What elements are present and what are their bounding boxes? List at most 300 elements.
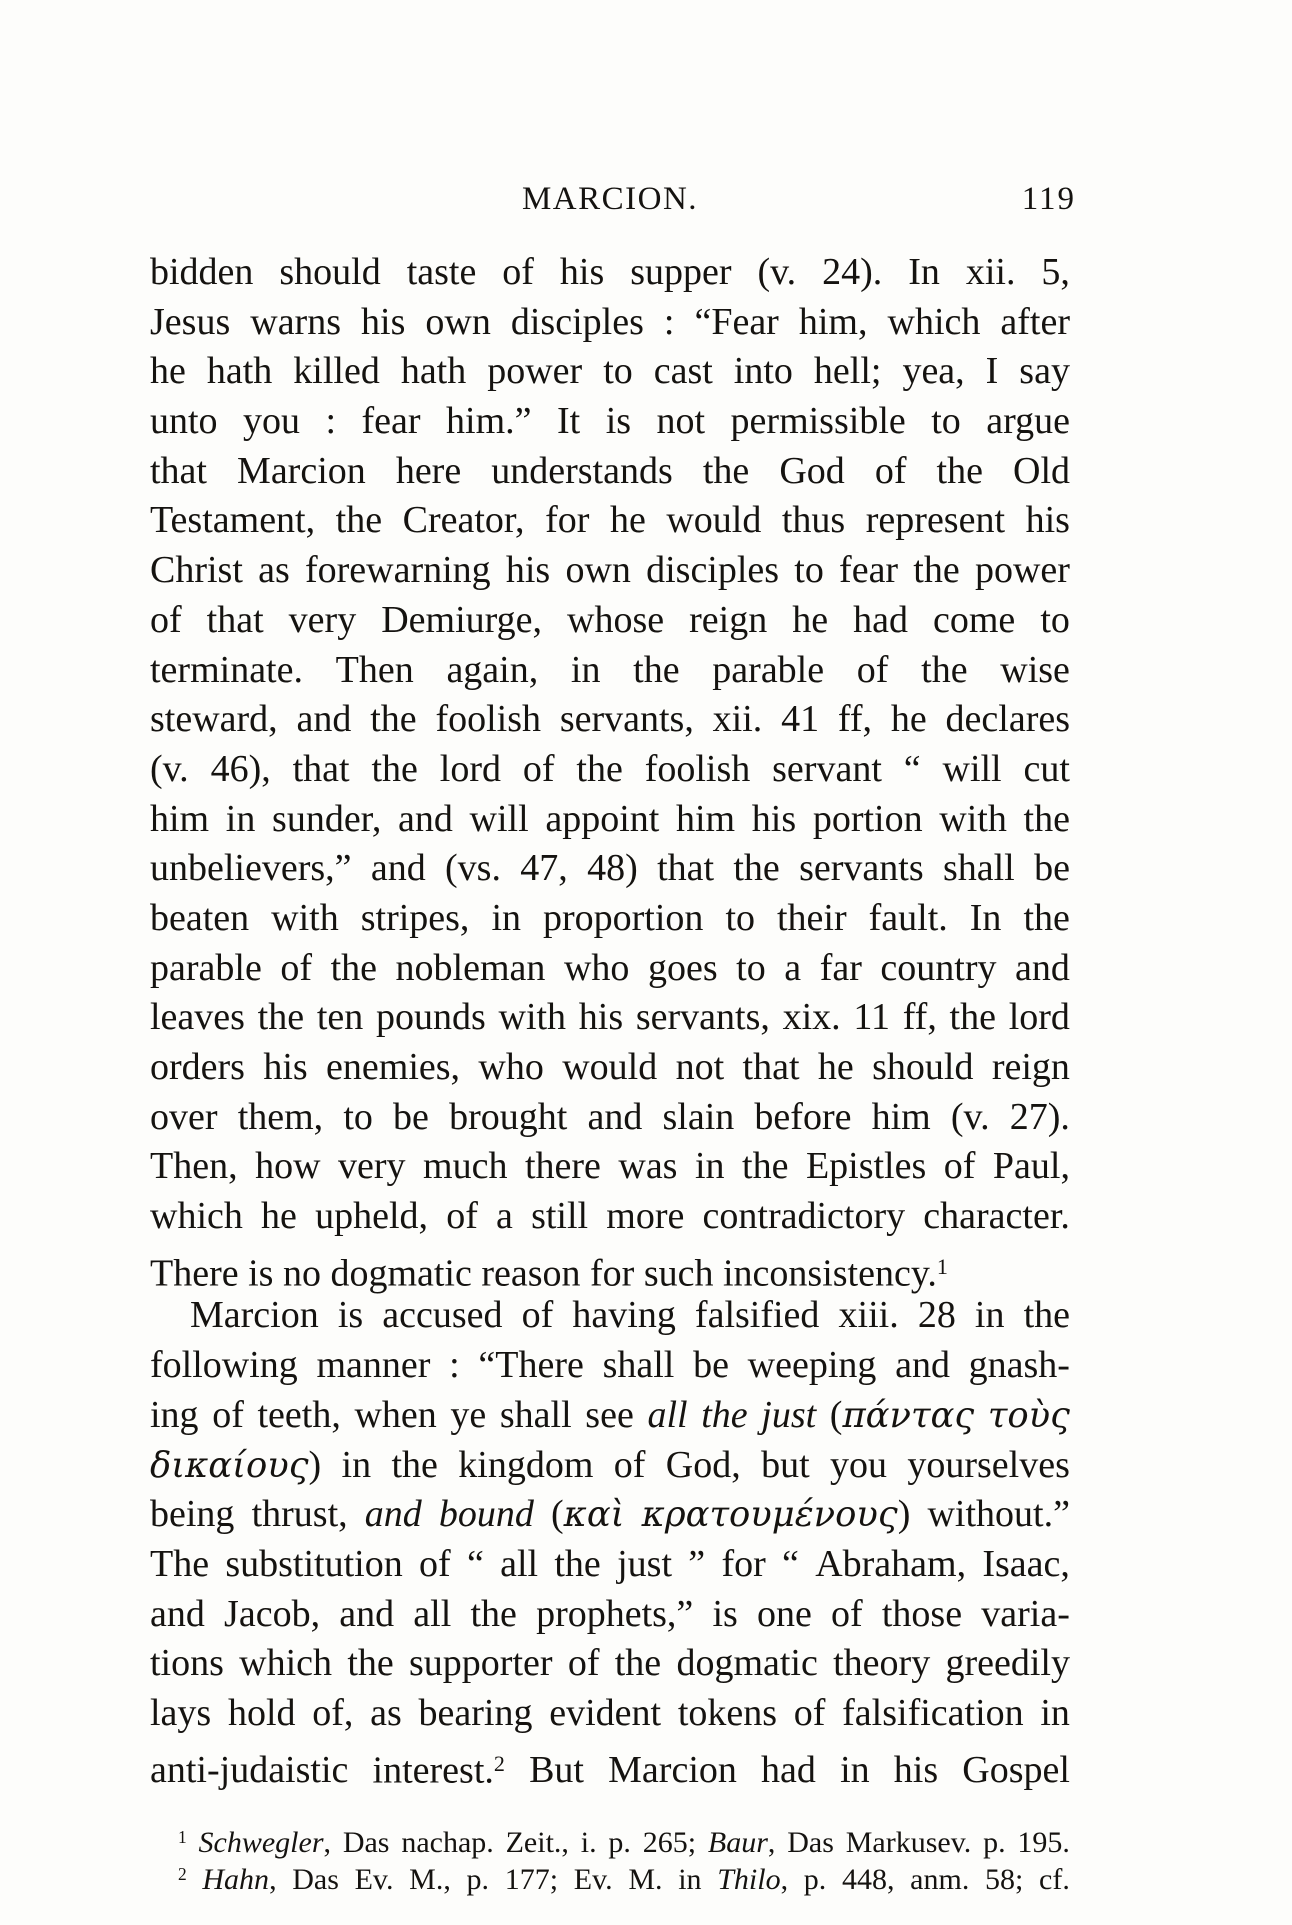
word: M.: [628, 1862, 663, 1896]
word: hath: [206, 350, 273, 393]
word: 47,: [520, 847, 568, 890]
word: :: [325, 400, 337, 443]
word: is: [605, 400, 632, 443]
word: will: [942, 747, 1002, 790]
text-line: [150, 1540, 1070, 1590]
text-line: [150, 1192, 1070, 1242]
word: 2: [178, 1863, 187, 1884]
word: xii.: [712, 698, 763, 741]
word: “: [466, 1542, 484, 1585]
word: and: [895, 1344, 950, 1387]
word: would: [562, 1046, 658, 1088]
word: more: [606, 1195, 685, 1238]
word: κρατουμένους): [641, 1493, 911, 1536]
word: the: [1023, 797, 1070, 840]
word: which: [150, 1195, 243, 1238]
word: Das: [342, 1826, 390, 1860]
word: reign: [991, 1046, 1070, 1088]
word: to: [343, 1095, 373, 1138]
word: unbelievers,”: [150, 847, 352, 890]
word: Jacob,: [224, 1592, 321, 1635]
word: declares: [945, 698, 1070, 741]
word: disciples: [510, 300, 644, 343]
word: hold: [227, 1691, 296, 1734]
word: supper: [630, 251, 732, 293]
text-line: [150, 546, 1070, 596]
word: his: [893, 1749, 939, 1792]
word: tions: [150, 1642, 224, 1685]
word: cut: [1023, 747, 1070, 790]
word: the: [391, 1443, 438, 1486]
word: gnash-: [968, 1344, 1070, 1387]
word: in: [694, 1145, 725, 1188]
word: and: [150, 1592, 205, 1635]
word: p.: [803, 1862, 827, 1896]
word: is: [337, 1294, 364, 1337]
text-line: [150, 1590, 1070, 1640]
word: bound: [438, 1493, 534, 1536]
text-line: [150, 695, 1070, 745]
word: 177;: [504, 1862, 559, 1896]
word: he: [890, 698, 927, 741]
word: manner: [316, 1344, 431, 1387]
word: for: [721, 1542, 766, 1585]
word: anti-judaistic: [150, 1749, 349, 1792]
word: I: [985, 350, 999, 393]
word: i.: [580, 1826, 597, 1860]
word: of: [856, 648, 889, 691]
word: 448,: [841, 1862, 895, 1896]
word: in: [678, 1862, 702, 1896]
word: Paul,: [992, 1145, 1070, 1188]
text-line: [150, 1689, 1070, 1739]
word: brought: [449, 1095, 568, 1138]
word: In: [969, 896, 1002, 939]
word: be: [393, 1095, 429, 1138]
word: falsification: [842, 1691, 1024, 1734]
paragraph: [150, 248, 1070, 1295]
word: of,: [312, 1691, 354, 1734]
word: yourselves: [907, 1443, 1070, 1486]
word: he: [609, 499, 646, 542]
word: lays: [150, 1691, 212, 1734]
word: shall: [602, 1344, 675, 1387]
word: had: [853, 598, 908, 641]
word: contradictory: [702, 1195, 906, 1238]
word: the: [370, 698, 417, 741]
word: of: [446, 1195, 478, 1238]
word: the: [257, 996, 305, 1039]
text-line: [150, 993, 1070, 1043]
word: parable: [150, 946, 262, 989]
word: Abraham,: [815, 1542, 967, 1585]
word: a: [784, 946, 802, 989]
word: the: [913, 549, 960, 592]
word: killed: [293, 350, 380, 393]
word: 58;: [985, 1862, 1024, 1896]
word: It: [557, 400, 581, 443]
word: of: [943, 1145, 976, 1188]
word: God: [779, 449, 845, 492]
word: upheld,: [315, 1195, 429, 1238]
text-line: [150, 1391, 1070, 1441]
word: as: [258, 549, 290, 592]
word: him: [871, 1095, 931, 1138]
word: :: [663, 300, 675, 343]
word: 1: [178, 1827, 187, 1847]
word: ing: [150, 1393, 199, 1436]
word: slain: [662, 1095, 735, 1138]
page-body: [150, 248, 1070, 1792]
word: Creator,: [402, 499, 525, 542]
text-line: [150, 397, 1070, 447]
word: but: [761, 1443, 810, 1486]
word: “Fear: [694, 300, 779, 343]
word: and: [364, 1493, 422, 1536]
word: Thilo,: [717, 1862, 789, 1896]
word: had: [761, 1749, 816, 1792]
word: 28: [917, 1294, 956, 1337]
word: understands: [491, 449, 673, 492]
word: Isaac,: [982, 1542, 1070, 1585]
word: :: [449, 1344, 460, 1387]
word: greedily: [945, 1642, 1070, 1685]
word: just: [761, 1393, 817, 1436]
word: parable: [712, 648, 825, 691]
word: p.: [466, 1862, 490, 1896]
word: ten: [316, 996, 364, 1039]
word: one: [757, 1592, 812, 1635]
word: nachap.: [401, 1826, 494, 1860]
word: over: [150, 1095, 218, 1138]
word: servants,: [635, 996, 770, 1039]
word: fear: [361, 400, 421, 443]
word: the: [1023, 1294, 1070, 1337]
word: all: [413, 1592, 452, 1635]
word: is: [712, 1592, 738, 1635]
word: as: [370, 1691, 402, 1734]
word: p.: [608, 1826, 631, 1860]
word: 48): [587, 847, 638, 890]
word: nobleman: [395, 946, 546, 989]
word: In: [908, 251, 940, 293]
word: supporter: [409, 1642, 553, 1685]
word: teeth,: [257, 1393, 341, 1436]
word: “: [782, 1542, 799, 1585]
word: hell;: [813, 350, 882, 393]
word: 24).: [822, 251, 883, 293]
word: that: [206, 598, 264, 641]
word: ye: [450, 1393, 487, 1436]
word: Christ: [150, 549, 243, 592]
word: him.”: [446, 400, 532, 443]
word: after: [1000, 300, 1070, 343]
word: was: [618, 1145, 678, 1188]
word: far: [819, 946, 862, 989]
word: 46),: [210, 747, 271, 790]
word: fear: [839, 549, 899, 592]
word: pounds: [375, 996, 486, 1039]
word: p.: [983, 1826, 1006, 1860]
word: of: [419, 1542, 451, 1585]
word: be: [693, 1344, 729, 1387]
word: the: [371, 747, 418, 790]
word: he: [817, 1046, 854, 1088]
word: following: [150, 1344, 298, 1387]
word: and: [398, 797, 453, 840]
word: 41: [781, 698, 820, 741]
word: Zeit.,: [505, 1826, 569, 1860]
word: prophets,”: [536, 1592, 694, 1635]
word: “: [903, 747, 921, 790]
text-line: [150, 447, 1070, 497]
word: Marcion: [608, 1749, 737, 1792]
word: interest.$^2$: [372, 1749, 505, 1792]
word: weeping: [747, 1344, 877, 1387]
word: into: [733, 350, 793, 393]
word: in: [570, 648, 601, 691]
word: to: [931, 400, 961, 443]
word: of: [874, 449, 907, 492]
word: the: [733, 847, 780, 890]
word: Ev.: [354, 1862, 394, 1896]
word: fault.: [868, 896, 948, 939]
word: (v.: [150, 747, 189, 790]
paragraph: [150, 1291, 1070, 1792]
word: much: [423, 1145, 508, 1188]
word: will: [469, 797, 529, 840]
word: “There: [478, 1344, 584, 1387]
word: the: [702, 449, 750, 492]
word: lord: [439, 747, 501, 790]
word: of: [521, 1294, 554, 1337]
word: Marcion: [190, 1294, 319, 1337]
text-line: [150, 1639, 1070, 1689]
word: M.,: [409, 1862, 451, 1896]
word: argue: [986, 400, 1070, 443]
word: and: [370, 847, 426, 890]
text-line: [150, 347, 1070, 397]
text-line: [150, 944, 1070, 994]
word: the: [330, 946, 377, 989]
text-line: [150, 1490, 1070, 1540]
word: their: [777, 896, 847, 939]
word: him: [150, 797, 210, 840]
word: country: [880, 946, 997, 989]
word: the: [633, 648, 680, 691]
word: The: [150, 1542, 210, 1585]
word: how: [255, 1145, 321, 1188]
word: ff,: [902, 996, 937, 1039]
word: all: [647, 1393, 688, 1436]
word: Then: [335, 648, 414, 691]
word: ”: [688, 1542, 706, 1585]
word: his: [559, 251, 605, 293]
word: of: [567, 1642, 600, 1685]
word: in: [225, 797, 256, 840]
word: taste: [406, 251, 477, 293]
word: still: [531, 1195, 589, 1238]
word: servants,: [559, 698, 694, 741]
word: the: [936, 449, 983, 492]
text-line: [150, 1341, 1070, 1391]
word: xii.: [965, 251, 1016, 293]
word: you: [243, 400, 301, 443]
word: his: [361, 300, 406, 343]
word: power: [487, 350, 583, 393]
word: for: [545, 499, 590, 542]
word: should: [279, 251, 381, 293]
text-line: [150, 496, 1070, 546]
word: that: [150, 449, 207, 492]
word: and: [339, 1592, 395, 1635]
word: yea,: [902, 350, 965, 393]
word: foolish: [435, 698, 541, 741]
word: warns: [250, 300, 342, 343]
text-line: [150, 1441, 1070, 1491]
word: those: [881, 1592, 963, 1635]
text-line: [150, 894, 1070, 944]
word: kingdom: [458, 1443, 594, 1486]
word: God,: [665, 1443, 741, 1486]
word: which: [887, 300, 981, 343]
text-line: [150, 646, 1070, 696]
text-line: [150, 248, 1070, 298]
word: Jesus: [150, 300, 231, 343]
word: servant: [772, 747, 882, 790]
word: he: [261, 1195, 297, 1238]
word: Epistles: [805, 1145, 927, 1188]
word: there: [524, 1145, 601, 1188]
word: proportion: [543, 896, 704, 939]
word: be: [1034, 847, 1070, 890]
word: not: [675, 1046, 725, 1088]
word: τοὺς: [987, 1394, 1070, 1436]
word: xix.: [782, 996, 841, 1039]
word: (v.: [950, 1095, 990, 1138]
word: orders: [150, 1046, 245, 1088]
word: (v.: [757, 251, 797, 293]
word: of: [793, 1691, 826, 1734]
word: shall: [942, 847, 1015, 890]
word: them,: [237, 1095, 324, 1138]
text-line: There is no dogmatic reason for such inconsistency.$^1$: [150, 1252, 948, 1295]
word: varia-: [981, 1592, 1070, 1635]
word: whose: [567, 598, 665, 641]
word: of: [150, 598, 182, 641]
word: to: [794, 549, 824, 592]
word: that: [657, 847, 715, 890]
word: unto: [150, 400, 218, 443]
word: the: [470, 1592, 517, 1635]
word: 265;: [642, 1826, 697, 1860]
word: of: [522, 747, 555, 790]
word: say: [1019, 350, 1070, 393]
word: anm.: [910, 1862, 970, 1896]
word: Baur,: [707, 1826, 776, 1860]
page-header-title: MARCION.: [521, 181, 699, 217]
word: the: [554, 1542, 601, 1585]
word: Hahn,: [202, 1862, 277, 1896]
word: theory: [833, 1642, 931, 1685]
word: reign: [689, 598, 768, 641]
word: very: [338, 1145, 406, 1188]
text-line: [150, 298, 1070, 348]
word: just: [617, 1542, 672, 1585]
word: Markusev.: [845, 1826, 972, 1860]
word: him,: [798, 300, 868, 343]
text-line: [150, 1291, 1070, 1341]
word: and: [1015, 946, 1070, 989]
word: Old: [1013, 449, 1070, 492]
word: with: [939, 797, 1007, 840]
text-line: [150, 596, 1070, 646]
word: and: [296, 698, 352, 741]
word: Demiurge,: [381, 598, 542, 641]
word: the: [1023, 896, 1070, 939]
word: he: [792, 598, 829, 641]
word: 27).: [1009, 1095, 1070, 1138]
word: cf.: [1039, 1862, 1070, 1896]
word: when: [354, 1393, 437, 1436]
word: he: [150, 350, 186, 393]
word: here: [395, 449, 462, 492]
word: the: [576, 747, 623, 790]
running-header: [150, 181, 1076, 225]
word: his: [263, 1046, 308, 1088]
word: in: [1040, 1691, 1070, 1734]
word: his: [1025, 499, 1070, 542]
word: own: [425, 300, 491, 343]
word: Testament,: [150, 499, 316, 542]
word: But: [529, 1749, 584, 1792]
word: beaten: [150, 896, 250, 939]
word: to: [725, 896, 755, 939]
word: own: [565, 549, 631, 592]
word: in: [840, 1749, 870, 1792]
word: tokens: [677, 1691, 778, 1734]
word: portion: [812, 797, 923, 840]
word: 195.: [1017, 1826, 1070, 1860]
word: 11: [853, 996, 890, 1039]
word: dogmatic: [676, 1642, 818, 1685]
word: evident: [549, 1691, 662, 1734]
word: character.: [923, 1195, 1070, 1238]
word: (vs.: [445, 847, 501, 890]
word: the: [921, 648, 968, 691]
word: goes: [647, 946, 718, 989]
word: terminate.: [150, 648, 303, 691]
word: his: [505, 549, 551, 592]
text-line: [150, 1043, 1070, 1093]
word: without.”: [927, 1493, 1070, 1536]
word: the: [347, 1642, 394, 1685]
text-line: [150, 1819, 1070, 1860]
word: to: [1040, 598, 1070, 641]
word: Das: [787, 1826, 834, 1860]
word: power: [974, 549, 1070, 592]
word: of: [212, 1393, 244, 1436]
word: (πάντας: [829, 1393, 975, 1436]
word: Das: [292, 1862, 339, 1896]
word: a: [496, 1195, 513, 1238]
word: his: [578, 996, 624, 1039]
word: to: [603, 350, 633, 393]
text-line: [150, 844, 1070, 894]
word: would: [666, 499, 762, 542]
word: should: [872, 1046, 974, 1088]
text-line: [150, 745, 1070, 795]
